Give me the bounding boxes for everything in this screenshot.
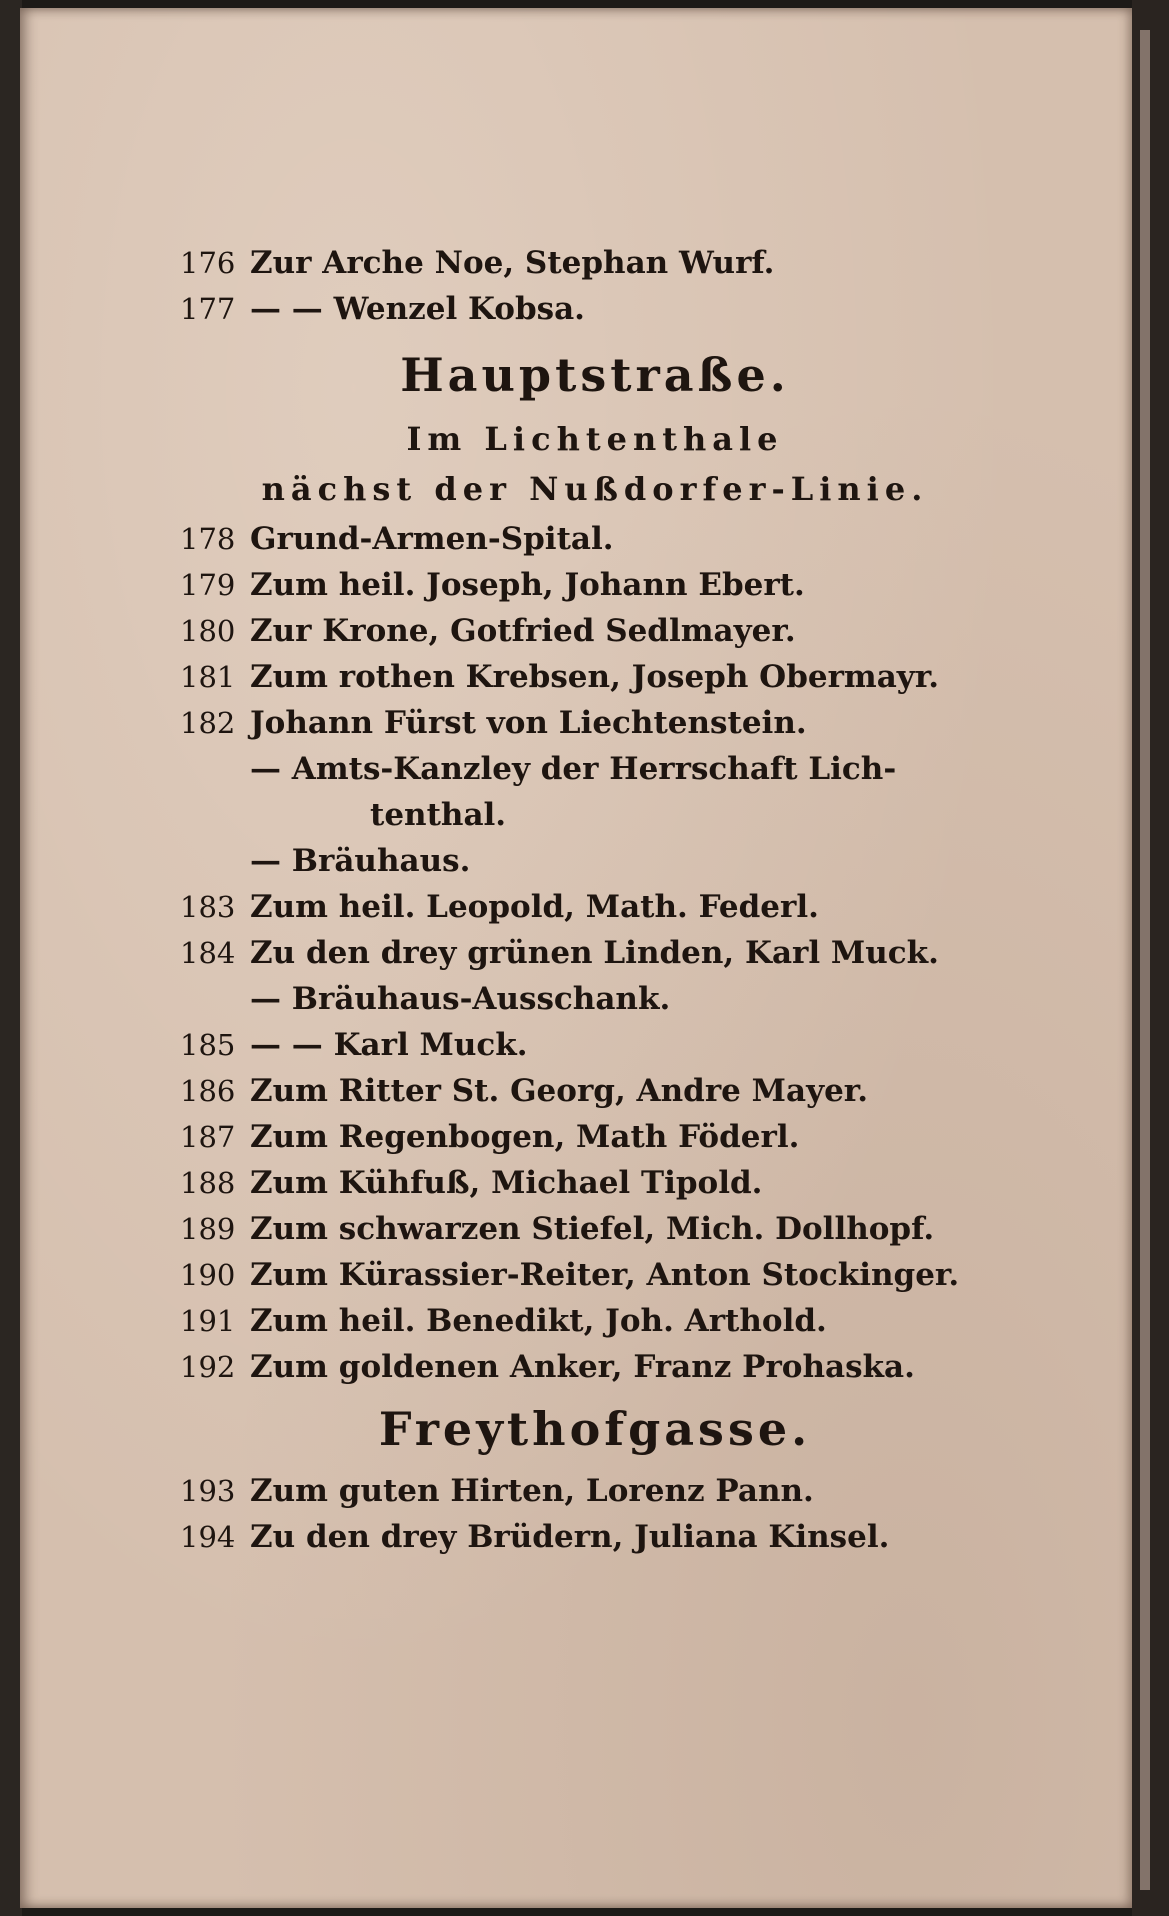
entry-number: 177: [180, 292, 236, 326]
entry-number: 192: [180, 1350, 236, 1384]
book-right-edge: [1132, 0, 1169, 1916]
entry-text: Zum schwarzen Stiefel, Mich. Dollhopf.: [250, 1211, 935, 1247]
entry-text: — Bräuhaus.: [250, 843, 471, 879]
entry-number: 178: [180, 522, 236, 556]
entry-number: 181: [180, 660, 236, 694]
entry-line: [180, 1160, 1010, 1206]
entry-text: Johann Fürst von Liechtenstein.: [250, 705, 807, 741]
entry-line: [180, 608, 1010, 654]
entry-line: [180, 1514, 1010, 1560]
entry-text: Zum goldenen Anker, Franz Prohaska.: [250, 1349, 915, 1385]
book-spine-edge: [0, 0, 22, 1916]
entry-line: [180, 838, 1010, 884]
entry-line: [180, 1206, 1010, 1252]
entry-line: [180, 976, 1010, 1022]
entry-text: Zum heil. Joseph, Johann Ebert.: [250, 567, 805, 603]
entry-number: 188: [180, 1166, 236, 1200]
entry-text: Zum guten Hirten, Lorenz Pann.: [250, 1473, 814, 1509]
entry-text: Zur Krone, Gotfried Sedlmayer.: [250, 613, 796, 649]
entry-line: [180, 746, 1010, 792]
entry-line: [180, 240, 1010, 286]
entry-number: [180, 838, 250, 884]
entry-line: [180, 930, 1010, 976]
section-subheading: Im Lichtenthale: [406, 420, 784, 458]
section-subheading: nächst der Nußdorfer-Linie.: [261, 470, 929, 508]
entry-text: Zum Regenbogen, Math Föderl.: [250, 1119, 800, 1155]
entry-text: Zum rothen Krebsen, Joseph Obermayr.: [250, 659, 940, 695]
entry-text: Zum heil. Benedikt, Joh. Arthold.: [250, 1303, 827, 1339]
entry-line: [180, 516, 1010, 562]
section-heading-hauptstrasse: Hauptstraße.: [400, 348, 790, 402]
entry-line: [180, 1114, 1010, 1160]
entry-text: Zum heil. Leopold, Math. Federl.: [250, 889, 819, 925]
entry-text: Zum Kürassier-Reiter, Anton Stockinger.: [250, 1257, 960, 1293]
entry-text: tenthal.: [370, 797, 507, 833]
section-heading-freythofgasse: Freythofgasse.: [378, 1402, 812, 1456]
entry-number: 190: [180, 1258, 236, 1292]
entry-text: Zur Arche Noe, Stephan Wurf.: [250, 245, 775, 281]
entry-text: Zu den drey Brüdern, Juliana Kinsel.: [250, 1519, 890, 1555]
page-text: [180, 240, 1010, 1560]
entry-line: [180, 1344, 1010, 1390]
entry-number: 184: [180, 936, 236, 970]
entry-number: 187: [180, 1120, 236, 1154]
entry-line: [180, 1068, 1010, 1114]
entry-number: [180, 976, 250, 1022]
entry-number: 180: [180, 614, 236, 648]
entry-text: Zum Kühfuß, Michael Tipold.: [250, 1165, 763, 1201]
entry-text: Grund-Armen-Spital.: [250, 521, 614, 557]
entry-number: 183: [180, 890, 236, 924]
entry-text: Zu den drey grünen Linden, Karl Muck.: [250, 935, 939, 971]
entry-number: 186: [180, 1074, 236, 1108]
entry-line: [180, 700, 1010, 746]
entry-text: — Amts-Kanzley der Herrschaft Lich-: [250, 751, 897, 787]
entry-line: [180, 1298, 1010, 1344]
entry-line: [180, 1252, 1010, 1298]
entry-number: 182: [180, 706, 236, 740]
entry-number: 179: [180, 568, 236, 602]
entry-list: [180, 516, 1010, 1390]
entry-number: [180, 746, 250, 792]
entry-line: [180, 1022, 1010, 1068]
next-page-edge: [1140, 30, 1150, 1890]
entry-line: [180, 286, 1010, 332]
entry-line: [180, 654, 1010, 700]
entry-number: 191: [180, 1304, 236, 1338]
entry-number: 193: [180, 1474, 236, 1508]
entry-line: [180, 792, 1010, 838]
entry-number: 185: [180, 1028, 236, 1062]
entry-line: [180, 562, 1010, 608]
entry-text: Zum Ritter St. Georg, Andre Mayer.: [250, 1073, 869, 1109]
entry-text: — — Karl Muck.: [250, 1027, 528, 1063]
entry-number: 189: [180, 1212, 236, 1246]
entry-number: 194: [180, 1520, 236, 1554]
entry-line: [180, 884, 1010, 930]
entry-text: — Bräuhaus-Ausschank.: [250, 981, 671, 1017]
entry-line: [180, 1468, 1010, 1514]
entry-number: 176: [180, 246, 236, 280]
entry-text: — — Wenzel Kobsa.: [250, 291, 585, 327]
